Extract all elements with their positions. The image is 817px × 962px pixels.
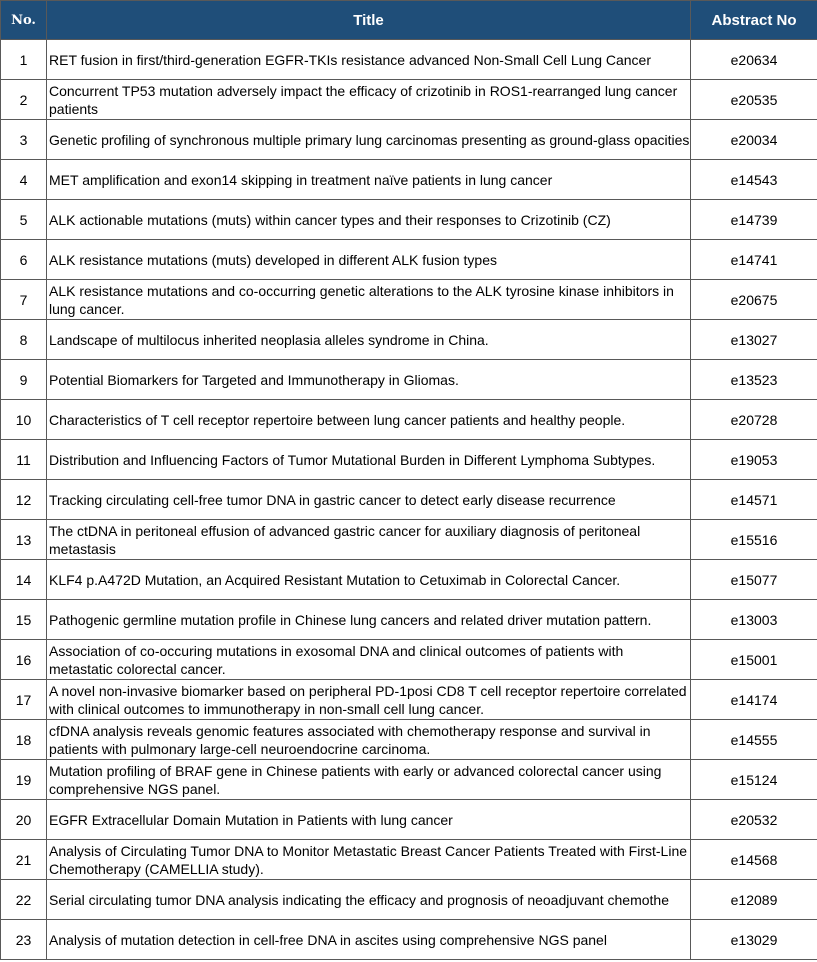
table-row bbox=[1, 880, 817, 920]
row-abstract-no: e20532 bbox=[691, 800, 817, 840]
row-abstract-no: e13003 bbox=[691, 600, 817, 640]
row-number: 14 bbox=[1, 560, 47, 600]
row-title-cell bbox=[47, 720, 691, 760]
row-title-cell bbox=[47, 920, 691, 960]
table-row bbox=[1, 600, 817, 640]
row-title-cell bbox=[47, 800, 691, 840]
row-title-cell bbox=[47, 360, 691, 400]
table-row bbox=[1, 120, 817, 160]
row-abstract-no: e20535 bbox=[691, 80, 817, 120]
row-title-cell bbox=[47, 160, 691, 200]
row-title-cell bbox=[47, 240, 691, 280]
table-row bbox=[1, 40, 817, 80]
row-abstract-no: e14571 bbox=[691, 480, 817, 520]
row-title-cell bbox=[47, 680, 691, 720]
row-number: 9 bbox=[1, 360, 47, 400]
header-row bbox=[1, 1, 817, 40]
row-number: 3 bbox=[1, 120, 47, 160]
row-title: Tracking circulating cell-free tumor DNA in gastric cancer to detect early disease recurrence bbox=[49, 491, 616, 508]
row-abstract-no: e13027 bbox=[691, 320, 817, 360]
header-no: No. bbox=[1, 1, 47, 40]
row-number: 7 bbox=[1, 280, 47, 320]
row-abstract-no: e13523 bbox=[691, 360, 817, 400]
row-abstract-no: e20634 bbox=[691, 40, 817, 80]
row-title: Distribution and Influencing Factors of Tumor Mutational Burden in Different Lymphoma Subtypes. bbox=[49, 451, 656, 468]
table-row bbox=[1, 840, 817, 880]
row-title-cell bbox=[47, 40, 691, 80]
table-row bbox=[1, 480, 817, 520]
row-title: Mutation profiling of BRAF gene in Chinese patients with early or advanced colorectal cancer using comprehensive NGS panel. bbox=[49, 762, 662, 797]
row-number: 8 bbox=[1, 320, 47, 360]
row-number: 11 bbox=[1, 440, 47, 480]
row-title-cell bbox=[47, 480, 691, 520]
row-abstract-no: e14739 bbox=[691, 200, 817, 240]
row-title: Pathogenic germline mutation profile in Chinese lung cancers and related driver mutation pattern. bbox=[49, 611, 652, 628]
header-title: Title bbox=[47, 1, 691, 40]
row-number: 18 bbox=[1, 720, 47, 760]
row-number: 22 bbox=[1, 880, 47, 920]
table-row bbox=[1, 280, 817, 320]
row-number: 13 bbox=[1, 520, 47, 560]
row-title: Analysis of mutation detection in cell-free DNA in ascites using comprehensive NGS panel bbox=[49, 931, 607, 948]
row-title: Landscape of multilocus inherited neoplasia alleles syndrome in China. bbox=[49, 331, 489, 348]
table-row bbox=[1, 160, 817, 200]
table-row bbox=[1, 320, 817, 360]
row-title-cell bbox=[47, 880, 691, 920]
row-title: Characteristics of T cell receptor repertoire between lung cancer patients and healthy people. bbox=[49, 411, 626, 428]
row-title-cell bbox=[47, 560, 691, 600]
row-number: 5 bbox=[1, 200, 47, 240]
table-row bbox=[1, 200, 817, 240]
table-header bbox=[1, 1, 817, 40]
row-abstract-no: e14568 bbox=[691, 840, 817, 880]
row-abstract-no: e12089 bbox=[691, 880, 817, 920]
row-title: KLF4 p.A472D Mutation, an Acquired Resistant Mutation to Cetuximab in Colorectal Cancer. bbox=[49, 571, 621, 588]
row-number: 2 bbox=[1, 80, 47, 120]
row-number: 17 bbox=[1, 680, 47, 720]
row-title: cfDNA analysis reveals genomic features associated with chemotherapy response and survival in patients with pulmonary large-cell neuroendocrine carcinoma. bbox=[49, 722, 651, 757]
row-title: A novel non-invasive biomarker based on peripheral PD-1posi CD8 T cell receptor repertoire correlated with clinical outcomes to immunotherapy in non-small cell lung cancer. bbox=[49, 682, 687, 717]
table-row bbox=[1, 760, 817, 800]
row-number: 4 bbox=[1, 160, 47, 200]
row-title: Potential Biomarkers for Targeted and Immunotherapy in Gliomas. bbox=[49, 371, 459, 388]
table-row bbox=[1, 80, 817, 120]
row-abstract-no: e14555 bbox=[691, 720, 817, 760]
row-number: 21 bbox=[1, 840, 47, 880]
row-abstract-no: e13029 bbox=[691, 920, 817, 960]
row-title-cell bbox=[47, 840, 691, 880]
row-title: ALK resistance mutations (muts) developed in different ALK fusion types bbox=[49, 251, 497, 268]
row-title: The ctDNA in peritoneal effusion of advanced gastric cancer for auxiliary diagnosis of peritoneal metastasis bbox=[49, 522, 641, 557]
table-row bbox=[1, 560, 817, 600]
row-number: 23 bbox=[1, 920, 47, 960]
table-body bbox=[1, 40, 817, 960]
row-title-cell bbox=[47, 200, 691, 240]
row-title-cell bbox=[47, 640, 691, 680]
row-title: Serial circulating tumor DNA analysis indicating the efficacy and prognosis of neoadjuvant chemothe bbox=[49, 891, 669, 908]
row-title-cell bbox=[47, 80, 691, 120]
header-abstract-no: Abstract No bbox=[691, 1, 817, 40]
row-abstract-no: e15077 bbox=[691, 560, 817, 600]
row-number: 20 bbox=[1, 800, 47, 840]
row-abstract-no: e15001 bbox=[691, 640, 817, 680]
row-title-cell bbox=[47, 400, 691, 440]
row-title: ALK resistance mutations and co-occurring genetic alterations to the ALK tyrosine kinase inhibitors in lung cancer. bbox=[49, 282, 674, 317]
row-title-cell bbox=[47, 120, 691, 160]
table-row bbox=[1, 400, 817, 440]
row-title: Concurrent TP53 mutation adversely impact the efficacy of crizotinib in ROS1-rearranged lung cancer patients bbox=[49, 82, 678, 117]
row-abstract-no: e20728 bbox=[691, 400, 817, 440]
row-title-cell bbox=[47, 440, 691, 480]
row-abstract-no: e19053 bbox=[691, 440, 817, 480]
table-row bbox=[1, 240, 817, 280]
row-number: 19 bbox=[1, 760, 47, 800]
row-abstract-no: e14174 bbox=[691, 680, 817, 720]
row-abstract-no: e14543 bbox=[691, 160, 817, 200]
table-row bbox=[1, 640, 817, 680]
row-number: 10 bbox=[1, 400, 47, 440]
row-abstract-no: e20034 bbox=[691, 120, 817, 160]
table-row bbox=[1, 720, 817, 760]
row-abstract-no: e20675 bbox=[691, 280, 817, 320]
table-row bbox=[1, 360, 817, 400]
row-abstract-no: e15124 bbox=[691, 760, 817, 800]
row-title: Analysis of Circulating Tumor DNA to Monitor Metastatic Breast Cancer Patients Treated with First-Line Chemotherapy (CAMELLIA study). bbox=[49, 842, 688, 877]
table-row bbox=[1, 680, 817, 720]
row-number: 15 bbox=[1, 600, 47, 640]
table-row bbox=[1, 920, 817, 960]
table-row bbox=[1, 800, 817, 840]
table-row bbox=[1, 520, 817, 560]
row-title-cell bbox=[47, 600, 691, 640]
row-number: 1 bbox=[1, 40, 47, 80]
row-abstract-no: e14741 bbox=[691, 240, 817, 280]
row-abstract-no: e15516 bbox=[691, 520, 817, 560]
row-number: 16 bbox=[1, 640, 47, 680]
row-number: 6 bbox=[1, 240, 47, 280]
row-title: Genetic profiling of synchronous multiple primary lung carcinomas presenting as ground-glass opacities bbox=[49, 131, 690, 148]
table-row bbox=[1, 440, 817, 480]
row-number: 12 bbox=[1, 480, 47, 520]
row-title-cell bbox=[47, 520, 691, 560]
row-title: Association of co-occuring mutations in exosomal DNA and clinical outcomes of patients with metastatic colorectal cancer. bbox=[49, 642, 624, 677]
row-title: EGFR Extracellular Domain Mutation in Patients with lung cancer bbox=[49, 811, 453, 828]
row-title-cell bbox=[47, 760, 691, 800]
row-title: RET fusion in first/third-generation EGFR-TKIs resistance advanced Non-Small Cell Lung Cancer bbox=[49, 51, 651, 68]
row-title: ALK actionable mutations (muts) within cancer types and their responses to Crizotinib (CZ) bbox=[49, 211, 611, 228]
row-title-cell bbox=[47, 280, 691, 320]
row-title: MET amplification and exon14 skipping in treatment naïve patients in lung cancer bbox=[49, 171, 553, 188]
row-title-cell bbox=[47, 320, 691, 360]
